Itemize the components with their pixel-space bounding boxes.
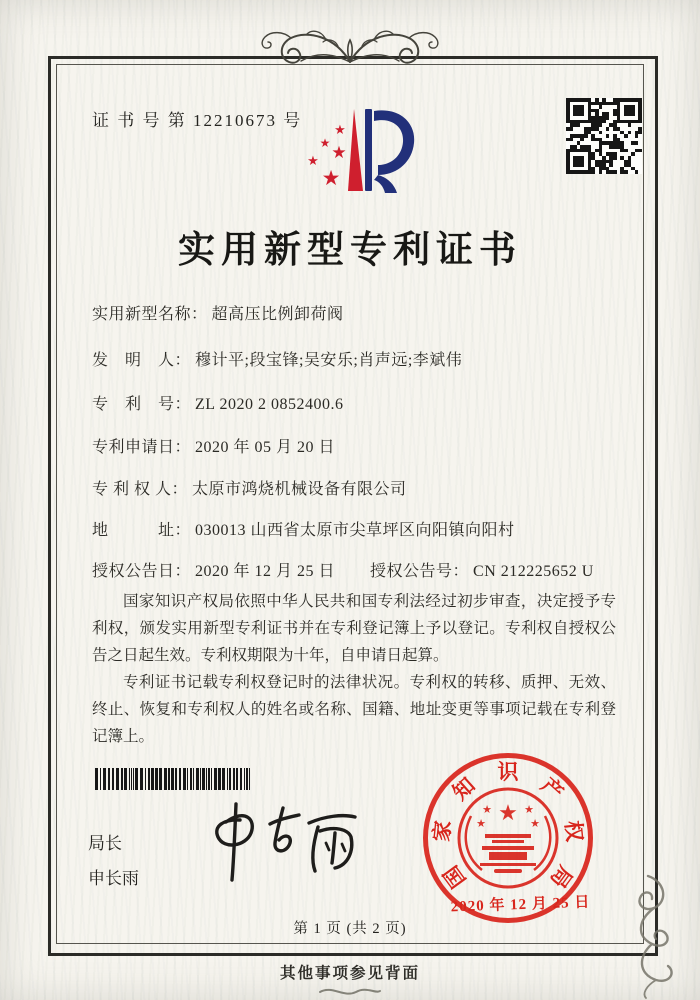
- legal-paragraph-2: 专利证书记载专利权登记时的法律状况。专利权的转移、质押、无效、终止、恢复和专利权人的姓名或名称、国籍、地址变更等事项记载在专利登记簿上。: [92, 673, 616, 745]
- field-label: 授权公告日：: [92, 563, 192, 580]
- field-row-grant: [92, 558, 594, 581]
- director-signature: [188, 798, 368, 890]
- field-row-filing-date: [92, 434, 335, 457]
- flourish-ornament-bottom-center: [318, 983, 382, 999]
- svg-text:★: ★: [498, 800, 518, 825]
- director-title: 局长: [88, 834, 122, 853]
- field-label: 专 利 权 人：: [92, 481, 189, 498]
- seal-arc-text: 国 家 知 识 产 权 局: [429, 760, 587, 893]
- field-row-name: [92, 301, 344, 324]
- svg-text:★: ★: [530, 818, 540, 830]
- field-value: ZL 2020 2 0852400.6: [195, 396, 344, 413]
- field-value: 穆计平;段宝锋;吴安乐;肖声远;李斌伟: [195, 352, 463, 369]
- seal-date: 2020 年 12 月 25 日: [450, 894, 591, 916]
- field-row-inventors: [92, 347, 462, 370]
- svg-text:★: ★: [476, 818, 486, 830]
- svg-text:★: ★: [524, 804, 534, 816]
- field-label: 发 明 人：: [92, 352, 192, 369]
- flourish-ornament-top: [255, 16, 445, 78]
- svg-text:★: ★: [319, 136, 331, 150]
- back-side-note: 其他事项参见背面: [279, 965, 420, 982]
- legal-text: [92, 589, 616, 751]
- qr-code: [566, 98, 642, 174]
- field-value: 2020 年 12 月 25 日: [195, 563, 336, 580]
- svg-text:★: ★: [321, 166, 341, 190]
- director-block: [88, 826, 139, 896]
- field-label: 专利申请日：: [92, 439, 192, 456]
- cnipa-logo-icon: [278, 101, 428, 203]
- barcode: [95, 768, 271, 790]
- svg-text:★: ★: [482, 804, 492, 816]
- field-label: 实用新型名称：: [92, 306, 208, 323]
- flourish-ornament-bottom-right: [606, 870, 688, 1000]
- certificate-title: 实用新型专利证书: [178, 230, 522, 271]
- svg-text:★: ★: [331, 143, 347, 162]
- field-label: 授权公告号：: [370, 563, 470, 580]
- field-value: 030013 山西省太原市尖草坪区向阳镇向阳村: [195, 522, 515, 539]
- field-label: 专 利 号：: [92, 396, 192, 413]
- field-row-patentee: [92, 476, 407, 499]
- field-value: 2020 年 05 月 20 日: [195, 439, 336, 456]
- page-number: 第 1 页 (共 2 页): [293, 921, 407, 937]
- field-grant-no: [370, 558, 594, 581]
- field-value: 超高压比例卸荷阀: [211, 306, 344, 323]
- field-row-address: [92, 517, 515, 540]
- svg-text:★: ★: [334, 122, 346, 137]
- certificate-number: 证 书 号 第 12210673 号: [92, 111, 303, 130]
- svg-text:★: ★: [307, 153, 319, 168]
- legal-paragraph-1: 国家知识产权局依照中华人民共和国专利法经过初步审查，决定授予专利权，颁发实用新型专利证书并在专利登记簿上予以登记。专利权自授权公告之日起生效。专利权期限为十年，自申请日起算。: [92, 593, 616, 664]
- field-label: 地 址：: [92, 522, 192, 539]
- field-row-patent-no: [92, 391, 343, 414]
- field-value: 太原市鸿烧机械设备有限公司: [192, 481, 407, 498]
- director-name: 申长雨: [88, 869, 139, 888]
- field-value: CN 212225652 U: [473, 563, 594, 580]
